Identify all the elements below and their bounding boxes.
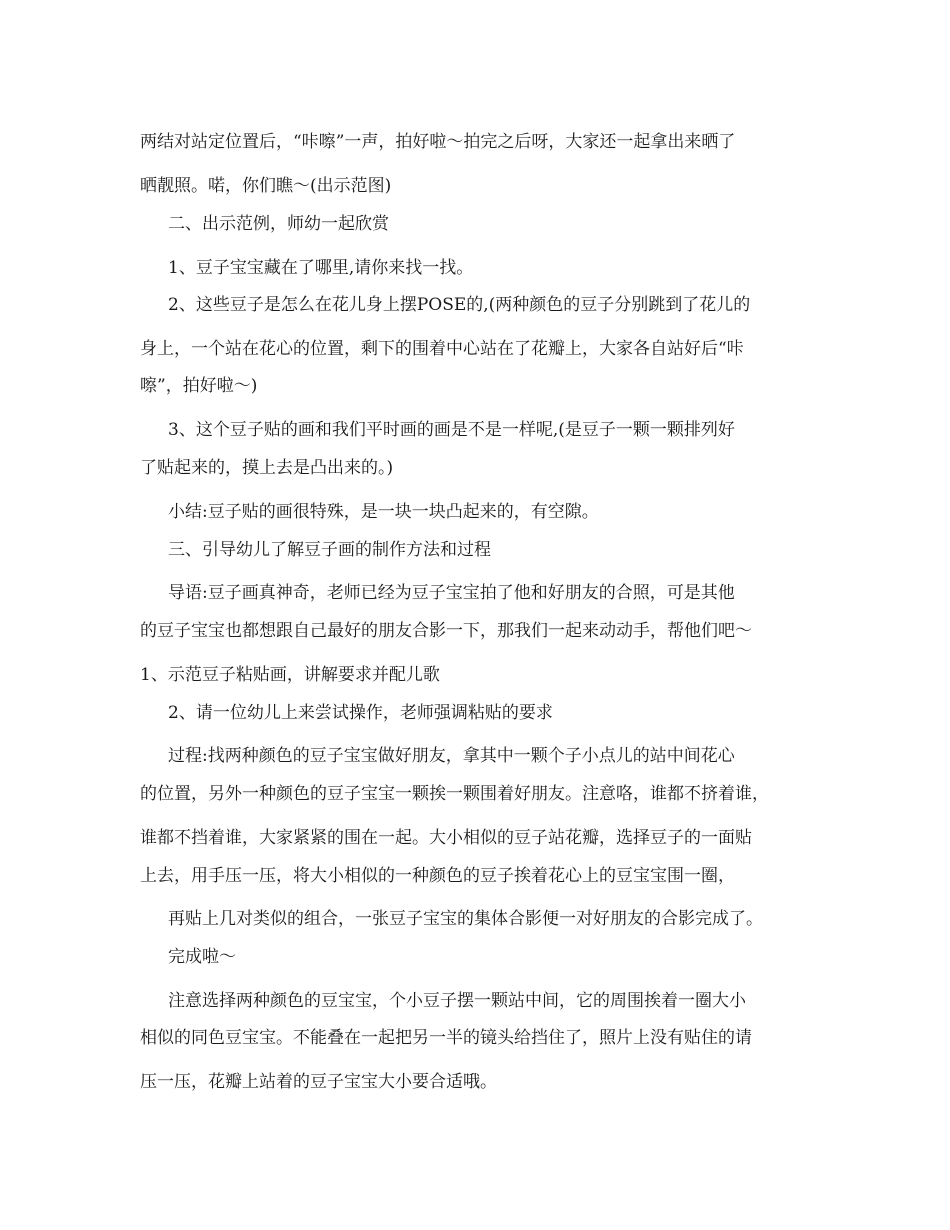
text-line: 了贴起来的，摸上去是凸出来的。) <box>140 458 394 478</box>
text-line: 2、这些豆子是怎么在花儿身上摆POSE的,(两种颜色的豆子分别跳到了花儿的 <box>168 295 751 315</box>
text-line: 过程:找两种颜色的豆子宝宝做好朋友，拿其中一颗个子小点儿的站中间花心 <box>168 746 735 766</box>
text-line: 完成啦～ <box>168 947 236 967</box>
text-line: 再贴上几对类似的组合，一张豆子宝宝的集体合影便一对好朋友的合影完成了。 <box>168 909 763 929</box>
text-line: 嚓”，拍好啦～) <box>140 376 258 396</box>
text-line: 小结:豆子贴的画很特殊，是一块一块凸起来的，有空隙。 <box>168 502 599 522</box>
text-line: 上去，用手压一压，将大小相似的一种颜色的豆子挨着花心上的豆宝宝围一圈， <box>140 866 735 886</box>
text-line: 导语:豆子画真神奇，老师已经为豆子宝宝拍了他和好朋友的合照，可是其他 <box>168 583 735 603</box>
text-line: 身上，一个站在花心的位置，剩下的围着中心站在了花瓣上，大家各自站好后“咔 <box>140 339 744 359</box>
text-line: 晒靓照。喏，你们瞧～(出示范图) <box>140 176 392 196</box>
text-line: 谁都不挡着谁，大家紧紧的围在一起。大小相似的豆子站花瓣，选择豆子的一面贴 <box>140 828 752 848</box>
text-line: 的豆子宝宝也都想跟自己最好的朋友合影一下，那我们一起来动动手，帮他们吧～ <box>140 621 752 641</box>
text-line: 的位置，另外一种颜色的豆子宝宝一颗挨一颗围着好朋友。注意咯，谁都不挤着谁， <box>140 784 769 804</box>
text-line: 2、请一位幼儿上来尝试操作，老师强调粘贴的要求 <box>168 703 553 723</box>
text-line: 相似的同色豆宝宝。不能叠在一起把另一半的镜头给挡住了，照片上没有贴住的请 <box>140 1028 752 1048</box>
section-heading: 三、引导幼儿了解豆子画的制作方法和过程 <box>168 540 491 560</box>
text-line: 3、这个豆子贴的画和我们平时画的画是不是一样呢,(是豆子一颗一颗排列好 <box>168 420 735 440</box>
text-line: 压一压，花瓣上站着的豆子宝宝大小要合适哦。 <box>140 1072 497 1092</box>
text-line: 1、示范豆子粘贴画，讲解要求并配儿歌 <box>140 665 440 685</box>
section-heading: 二、出示范例，师幼一起欣赏 <box>168 214 389 234</box>
text-line: 注意选择两种颜色的豆宝宝，个小豆子摆一颗站中间，它的周围挨着一圈大小 <box>168 991 746 1011</box>
text-line: 1、豆子宝宝藏在了哪里,请你来找一找。 <box>168 258 474 278</box>
text-line: 两结对站定位置后，“咔嚓”一声，拍好啦～拍完之后呀，大家还一起拿出来晒了 <box>140 132 736 152</box>
